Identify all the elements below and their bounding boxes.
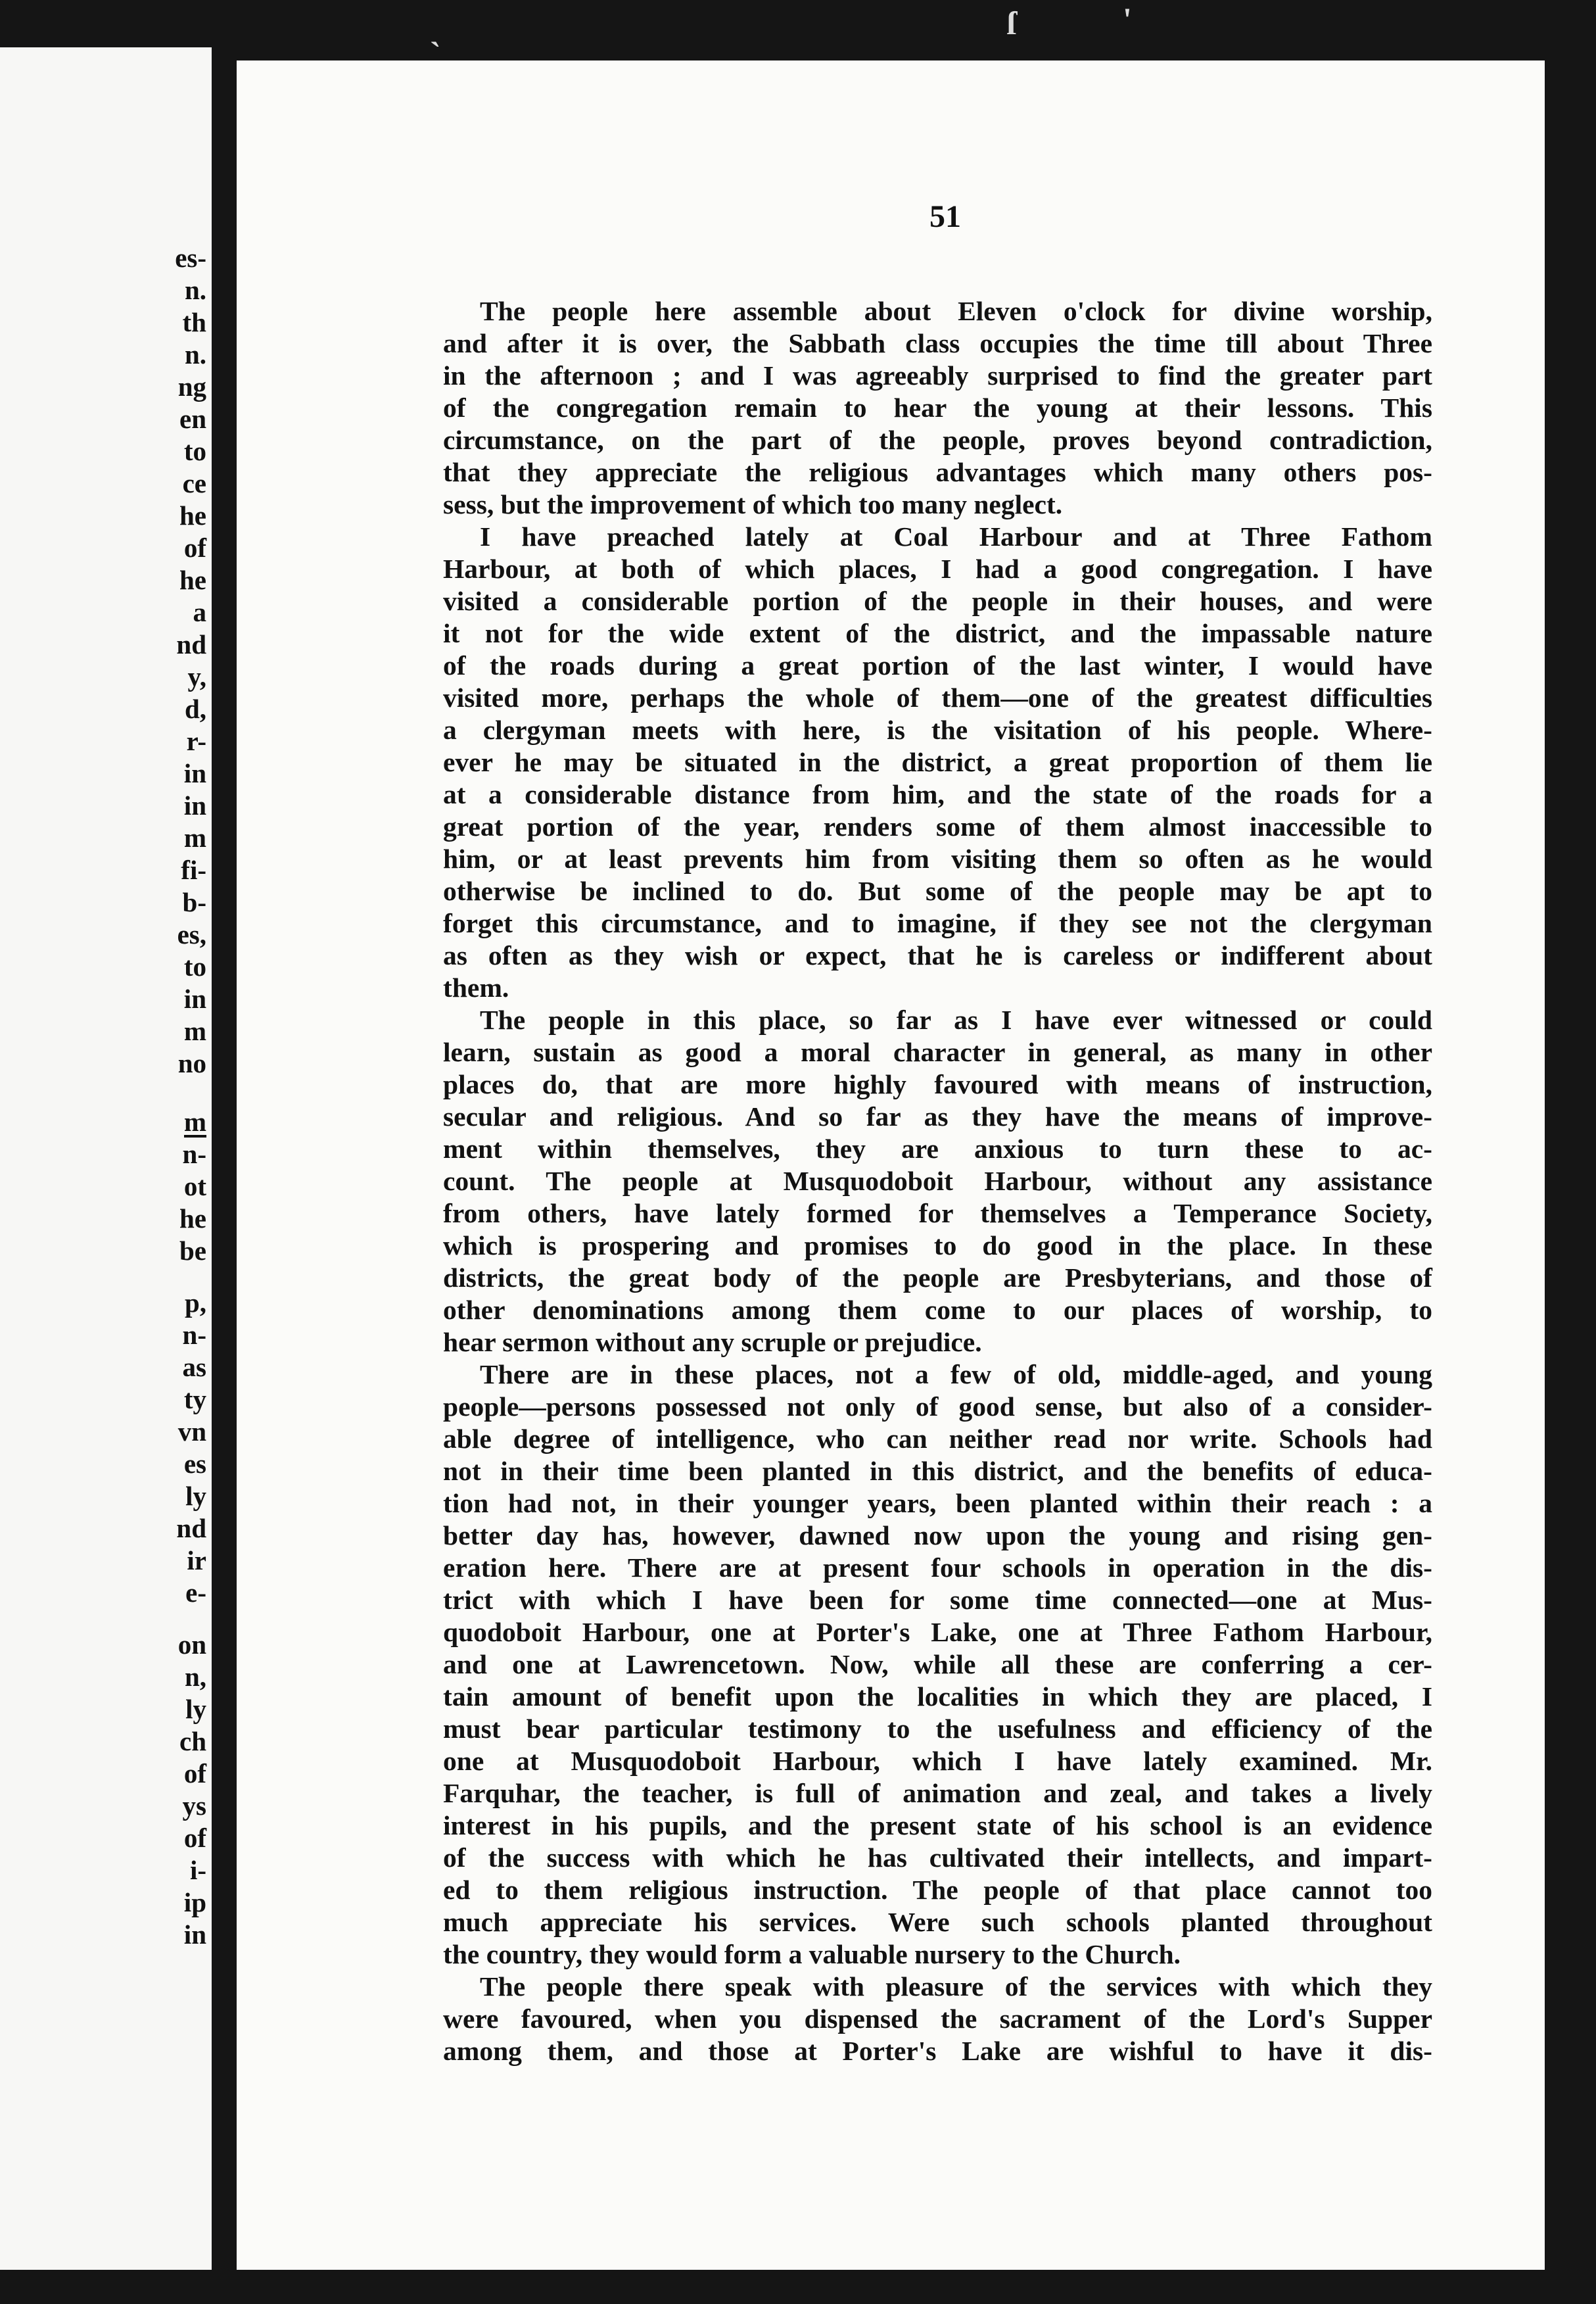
left-page-fragment: e-	[185, 1577, 206, 1608]
text-line: learn, sustain as good a moral character in general, as many in other	[443, 1037, 1432, 1067]
text-line: Farquhar, the teacher, is full of animation and zeal, and takes a lively	[443, 1778, 1432, 1808]
text-line: of the success with which he has cultivated their intellects, and impart-	[443, 1842, 1432, 1873]
text-line: that they appreciate the religious advantages which many others pos-	[443, 457, 1432, 487]
text-line: were favoured, when you dispensed the sacrament of the Lord's Supper	[443, 2004, 1432, 2034]
text-line: people—persons possessed not only of good sense, but also of a consider-	[443, 1391, 1432, 1422]
left-page-fragment: in	[183, 984, 206, 1014]
book-gutter	[212, 26, 237, 2288]
text-line: secular and religious. And so far as they have the means of improve-	[443, 1101, 1432, 1132]
left-page-fragment: ip	[183, 1887, 206, 1917]
left-page-fragment: no	[177, 1048, 206, 1078]
text-line: must bear particular testimony to the usefulness and efficiency of the	[443, 1714, 1432, 1744]
left-page-fragment: ch	[179, 1726, 206, 1756]
text-line: able degree of intelligence, who can neither read nor write. Schools had	[443, 1424, 1432, 1454]
text-line: Harbour, at both of which places, I had a good congregation. I have	[443, 554, 1432, 584]
left-page-fragment: m	[183, 823, 206, 853]
text-line: The people in this place, so far as I have ever witnessed or could	[480, 1005, 1432, 1035]
text-line: visited a considerable portion of the people in their houses, and were	[443, 586, 1432, 616]
text-line: the country, they would form a valuable nursery to the Church.	[443, 1939, 1181, 1969]
text-line: places do, that are more highly favoured with means of instruction,	[443, 1069, 1432, 1099]
left-page-fragment: es-	[175, 243, 206, 273]
left-page-fragment: he	[179, 1203, 206, 1234]
text-line: quodoboit Harbour, one at Porter's Lake, one at Three Fathom Harbour,	[443, 1617, 1432, 1647]
left-page-fragment: vn	[177, 1416, 206, 1447]
left-page-fragment: m	[183, 1107, 206, 1137]
text-line: ever he may be situated in the district, a great proportion of them lie	[443, 747, 1432, 777]
text-line: a clergyman meets with here, is the visitation of his people. Where-	[443, 715, 1432, 745]
left-page-fragment: on	[177, 1629, 206, 1660]
text-line: great portion of the year, renders some of them almost inaccessible to	[443, 811, 1432, 842]
text-line: The people here assemble about Eleven o'clock for divine worship,	[480, 296, 1432, 326]
text-line: eration here. There are at present four schools in operation in the dis-	[443, 1552, 1432, 1583]
text-line: ed to them religious instruction. The people of that place cannot too	[443, 1875, 1432, 1905]
left-page-fragment: a	[193, 597, 206, 627]
left-page-fragment: to	[183, 436, 206, 466]
left-page-fragment: ir	[187, 1545, 206, 1575]
text-line: visited more, perhaps the whole of them—one of the greatest difficulties	[443, 683, 1432, 713]
left-page-fragment: to	[183, 951, 206, 982]
text-line: it not for the wide extent of the district, and the impassable nature	[443, 618, 1432, 648]
text-line: not in their time been planted in this district, and the benefits of educa-	[443, 1456, 1432, 1486]
left-page-fragment: en	[179, 404, 206, 434]
text-line: other denominations among them come to our places of worship, to	[443, 1295, 1432, 1325]
left-page-fragment: n.	[184, 275, 206, 305]
left-page-fragment: ly	[185, 1481, 206, 1511]
text-line: The people there speak with pleasure of the services with which they	[480, 1971, 1432, 2002]
text-line: trict with which I have been for some time connected—one at Mus-	[443, 1585, 1432, 1615]
left-page-fragment: th	[182, 307, 206, 337]
text-line: from others, have lately formed for themselves a Temperance Society,	[443, 1198, 1432, 1228]
text-line: forget this circumstance, and to imagine, if they see not the clergyman	[443, 908, 1432, 938]
text-line: sess, but the improvement of which too many neglect.	[443, 489, 1063, 519]
left-page-fragment: of	[183, 1758, 206, 1788]
left-page-fragment: n,	[184, 1662, 206, 1692]
text-line: them.	[443, 972, 509, 1003]
left-page-fragment: in	[183, 1919, 206, 1950]
text-line: of the congregation remain to hear the young at their lessons. This	[443, 393, 1432, 423]
left-page-fragment: r-	[186, 726, 206, 756]
text-line: among them, and those at Porter's Lake are wishful to have it dis-	[443, 2036, 1432, 2066]
left-page-fragment: b-	[182, 887, 206, 917]
scan-mark: ſ	[1007, 5, 1016, 41]
text-line: and after it is over, the Sabbath class occupies the time till about Three	[443, 328, 1432, 358]
text-line: him, or at least prevents him from visiting them so often as he would	[443, 844, 1432, 874]
text-line: circumstance, on the part of the people, proves beyond contradiction,	[443, 425, 1432, 455]
left-page-fragment: n-	[182, 1139, 206, 1169]
left-page-fragment: ot	[183, 1171, 206, 1201]
left-page-fragment: n-	[182, 1320, 206, 1350]
text-line: better day has, however, dawned now upon the young and rising gen-	[443, 1520, 1432, 1550]
left-page-fragment: es	[183, 1449, 206, 1479]
left-page-fragment: y,	[187, 661, 206, 692]
left-page-fragment: es,	[177, 919, 206, 949]
scan-mark: `	[430, 35, 441, 72]
left-page-fragment: n.	[184, 339, 206, 370]
left-page-fragment: he	[179, 500, 206, 531]
text-line: ment within themselves, they are anxious to turn these to ac-	[443, 1134, 1432, 1164]
left-page-fragment: ty	[183, 1384, 206, 1414]
text-line: I have preached lately at Coal Harbour and at Three Fathom	[480, 521, 1432, 552]
left-page-fragment: nd	[176, 1513, 206, 1543]
left-page-fragment: he	[179, 565, 206, 595]
left-page-fragment: i-	[189, 1855, 206, 1885]
text-line: hear sermon without any scruple or prejudice.	[443, 1327, 982, 1357]
left-page-fragment: m	[183, 1016, 206, 1046]
text-line: otherwise be inclined to do. But some of the people may be apt to	[443, 876, 1432, 906]
text-line: and one at Lawrencetown. Now, while all these are conferring a cer-	[443, 1649, 1432, 1679]
left-page-fragment: nd	[176, 629, 206, 660]
text-line: in the afternoon ; and I was agreeably surprised to find the greater part	[443, 360, 1432, 391]
left-page-edge	[0, 47, 212, 2270]
text-line: which is prospering and promises to do good in the place. In these	[443, 1230, 1432, 1260]
scan-mark: '	[1123, 1, 1132, 37]
left-page-fragment: of	[183, 533, 206, 563]
text-line: interest in his pupils, and the present state of his school is an evidence	[443, 1810, 1432, 1840]
left-page-fragment: of	[183, 1823, 206, 1853]
text-line: districts, the great body of the people are Presbyterians, and those of	[443, 1262, 1432, 1293]
text-line: tion had not, in their younger years, been planted within their reach : a	[443, 1488, 1432, 1518]
text-line: one at Musquodoboit Harbour, which I have lately examined. Mr.	[443, 1746, 1432, 1776]
text-line: much appreciate his services. Were such schools planted throughout	[443, 1907, 1432, 1937]
text-line: as often as they wish or expect, that he is careless or indifferent about	[443, 940, 1432, 971]
left-page-fragment: be	[179, 1236, 206, 1266]
left-page-fragment: fi-	[181, 855, 206, 885]
left-page-fragment: in	[183, 790, 206, 821]
left-page-fragment: p,	[184, 1287, 206, 1318]
text-line: There are in these places, not a few of old, middle-aged, and young	[480, 1359, 1432, 1389]
left-page-fragment: ce	[182, 468, 206, 498]
text-line: of the roads during a great portion of the last winter, I would have	[443, 650, 1432, 681]
text-line: count. The people at Musquodoboit Harbour, without any assistance	[443, 1166, 1432, 1196]
left-page-fragment: as	[182, 1352, 206, 1382]
text-line: tain amount of benefit upon the localities in which they are placed, I	[443, 1681, 1432, 1712]
left-page-fragment: in	[183, 758, 206, 788]
left-page-fragment: ly	[185, 1694, 206, 1724]
left-page-fragment: ys	[182, 1790, 206, 1821]
left-page-fragment: ng	[177, 372, 206, 402]
text-line: at a considerable distance from him, and the state of the roads for a	[443, 779, 1432, 809]
page-number: 51	[929, 199, 961, 234]
left-page-fragment: d,	[184, 694, 206, 724]
